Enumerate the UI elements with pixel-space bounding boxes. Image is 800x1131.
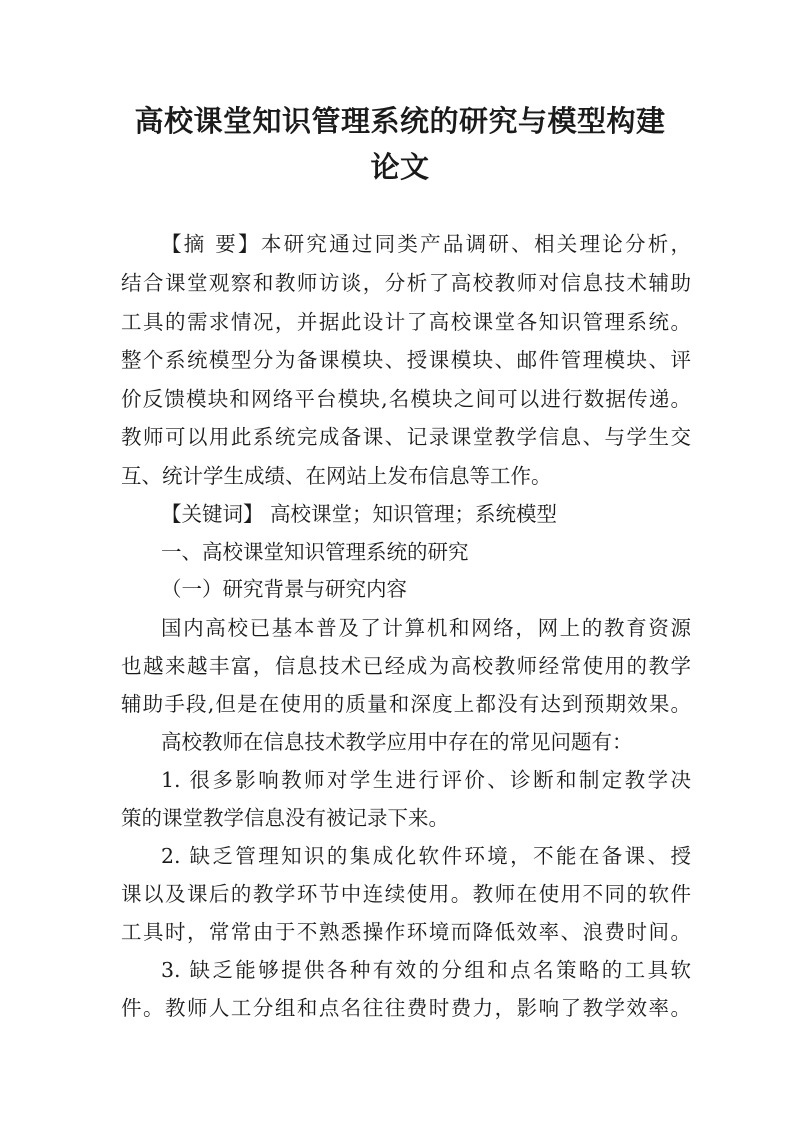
- abstract-line: 工具的需求情况，并据此设计了高校课堂各知识管理系统。: [121, 310, 691, 334]
- list-item-line: 件。教师人工分组和点名往往费时费力，影响了教学效率。: [121, 996, 691, 1020]
- abstract-line: 结合课堂观察和教师访谈，分析了高校教师对信息技术辅助: [121, 271, 691, 295]
- list-item-line: 3. 缺乏能够提供各种有效的分组和点名策略的工具软: [161, 958, 691, 982]
- abstract-line: 价反馈模块和网络平台模块,名模块之间可以进行数据传递。: [121, 387, 691, 411]
- paragraph-line: 辅助手段,但是在使用的质量和深度上都没有达到预期效果。: [121, 692, 691, 716]
- keywords: 【关键词】 高校课堂；知识管理；系统模型: [161, 502, 558, 526]
- paragraph-line: 也越来越丰富，信息技术已经成为高校教师经常使用的教学: [121, 654, 691, 678]
- abstract-line: 【摘 要】本研究通过同类产品调研、相关理论分析，: [161, 232, 691, 256]
- paragraph-line: 国内高校已基本普及了计算机和网络，网上的教育资源: [161, 616, 691, 640]
- list-item-line: 工具时，常常由于不熟悉操作环境而降低效率、浪费时间。: [121, 920, 691, 944]
- list-item-line: 策的课堂教学信息没有被记录下来。: [121, 806, 449, 830]
- document-title-line-2: 论文: [370, 150, 430, 184]
- section-heading: 一、高校课堂知识管理系统的研究: [161, 540, 469, 564]
- abstract-line: 整个系统模型分为备课模块、授课模块、邮件管理模块、评: [121, 348, 691, 372]
- document-title-line-1: 高校课堂知识管理系统的研究与模型构建: [134, 104, 666, 138]
- list-item-line: 1. 很多影响教师对学生进行评价、诊断和制定教学决: [161, 768, 691, 792]
- abstract-line: 互、统计学生成绩、在网站上发布信息等工作。: [121, 464, 552, 488]
- list-item-line: 课以及课后的教学环节中连续使用。教师在使用不同的软件: [121, 882, 691, 906]
- subsection-heading: （一）研究背景与研究内容: [161, 577, 407, 601]
- list-item-line: 2. 缺乏管理知识的集成化软件环境，不能在备课、授: [161, 844, 691, 868]
- abstract-line: 教师可以用此系统完成备课、记录课堂教学信息、与学生交: [121, 425, 691, 449]
- paragraph-line: 高校教师在信息技术教学应用中存在的常见问题有：: [161, 730, 633, 754]
